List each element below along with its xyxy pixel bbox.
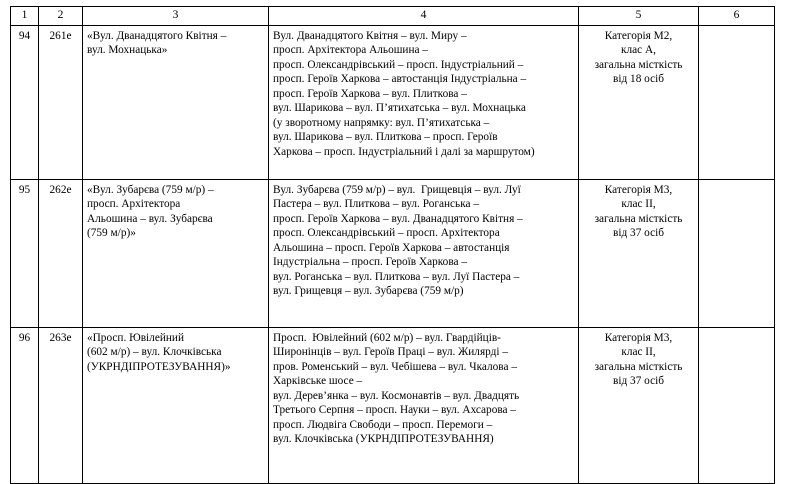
- route-path-line: вул. Роганська – вул. Плиткова – вул. Луї Пастера –: [273, 270, 520, 283]
- route-name-line: «Вул. Зубарєва (759 м/р) –: [87, 184, 214, 196]
- route-path-line: просп. Людвіга Свободи – просп. Перемоги –: [273, 418, 493, 431]
- route-path-line: (у зворотному напрямку: вул. П’ятихатська –: [273, 116, 490, 129]
- route-path-line: Просп. Ювілейний (602 м/р) – вул. Гвардійців-: [273, 332, 501, 344]
- route-name: [83, 328, 269, 484]
- notes-cell: [699, 180, 775, 328]
- route-table: [10, 6, 775, 484]
- route-path-line: просп. Архітектора Альошина –: [273, 44, 429, 57]
- route-path-line: Індустріальна – просп. Героїв Харкова –: [273, 256, 468, 269]
- route-name-line: (УКРНДІПРОТЕЗУВАННЯ)»: [87, 360, 231, 373]
- route-path: [269, 26, 579, 180]
- column-header-6: 6: [699, 7, 775, 26]
- route-path-line: Третього Серпня – просп. Науки – вул. Ахсарова –: [273, 404, 517, 417]
- vehicle-category-line: Категорія М3,: [604, 184, 673, 196]
- route-path-line: Широнінців – вул. Героїв Праці – вул. Жилярді –: [273, 346, 508, 359]
- route-path-line: просп. Героїв Харкова – вул. Плиткова –: [273, 87, 467, 100]
- route-path-line: просп. Олександрівський – просп. Індустріальний –: [273, 58, 524, 71]
- route-path-line: Пастера – вул. Плиткова – вул. Роганська –: [273, 198, 480, 211]
- route-path-line: Вул. Зубарєва (759 м/р) – вул. Грищевція – вул. Луї: [273, 184, 521, 196]
- route-name-line: (602 м/р) – вул. Клочківська: [87, 346, 222, 359]
- table-header-row: [11, 7, 775, 26]
- table-row: [11, 180, 775, 328]
- route-name-line: «Просп. Ювілейний: [87, 332, 185, 344]
- route-path-line: вул. Грищевця – вул. Зубарєва (759 м/р): [273, 285, 464, 298]
- route-path: [269, 180, 579, 328]
- route-name-line: вул. Мохнацька»: [87, 44, 168, 57]
- vehicle-category-line: клас ІІ,: [621, 198, 656, 211]
- route-name: [83, 26, 269, 180]
- vehicle-category-line: від 18 осіб: [613, 73, 664, 86]
- route-path: [269, 328, 579, 484]
- route-name-line: просп. Архітектора: [87, 198, 181, 211]
- vehicle-category-line: Категорія М3,: [604, 332, 673, 344]
- route-name-line: «Вул. Дванадцятого Квітня –: [87, 30, 227, 42]
- column-header-3: 3: [83, 7, 269, 26]
- route-path-line: Вул. Дванадцятого Квітня – вул. Миру –: [273, 30, 467, 42]
- column-header-4: 4: [269, 7, 579, 26]
- vehicle-category-line: загальна місткість: [594, 212, 683, 225]
- route-code: 263е: [39, 328, 83, 484]
- vehicle-category: [579, 180, 699, 328]
- vehicle-category: [579, 26, 699, 180]
- row-number: 94: [11, 26, 39, 180]
- column-header-2: 2: [39, 7, 83, 26]
- route-path-line: вул. Дерев’янка – вул. Космонавтів – вул. Двадцять: [273, 389, 520, 402]
- route-path-line: вул. Шарикова – вул. Плиткова – просп. Героїв: [273, 131, 498, 144]
- route-path-line: вул. Клочківська (УКРНДІПРОТЕЗУВАННЯ): [273, 433, 494, 446]
- notes-cell: [699, 26, 775, 180]
- route-path-line: Харківське шосе –: [273, 375, 363, 388]
- row-number: 95: [11, 180, 39, 328]
- route-path-line: Харкова – просп. Індустріальний і далі за маршрутом): [273, 145, 535, 158]
- route-name-line: (759 м/р)»: [87, 227, 136, 240]
- route-name-line: Альошина – вул. Зубарєва: [87, 212, 213, 225]
- route-path-line: пров. Роменський – вул. Чебішева – вул. Чкалова –: [273, 360, 517, 373]
- table-row: [11, 26, 775, 180]
- route-path-line: Альошина – просп. Героїв Харкова – автостанція: [273, 241, 510, 254]
- route-path-line: просп. Олександрівський – просп. Архітектора: [273, 227, 500, 240]
- route-code: 262е: [39, 180, 83, 328]
- column-header-1: 1: [11, 7, 39, 26]
- table-row: [11, 328, 775, 484]
- vehicle-category-line: від 37 осіб: [613, 227, 664, 240]
- vehicle-category-line: клас ІІ,: [621, 346, 656, 359]
- vehicle-category-line: від 37 осіб: [613, 375, 664, 388]
- row-number: 96: [11, 328, 39, 484]
- route-path-line: просп. Героїв Харкова – автостанція Індустріальна –: [273, 73, 527, 86]
- route-path-line: вул. Шарикова – вул. П’ятихатська – вул. Мохнацька: [273, 102, 526, 115]
- notes-cell: [699, 328, 775, 484]
- column-header-5: 5: [579, 7, 699, 26]
- vehicle-category-line: клас А,: [621, 44, 656, 57]
- vehicle-category-line: Категорія М2,: [604, 30, 673, 42]
- vehicle-category-line: загальна місткість: [594, 360, 683, 373]
- vehicle-category-line: загальна місткість: [594, 58, 683, 71]
- route-path-line: просп. Героїв Харкова – вул. Дванадцятого Квітня –: [273, 212, 523, 225]
- route-name: [83, 180, 269, 328]
- route-code: 261е: [39, 26, 83, 180]
- vehicle-category: [579, 328, 699, 484]
